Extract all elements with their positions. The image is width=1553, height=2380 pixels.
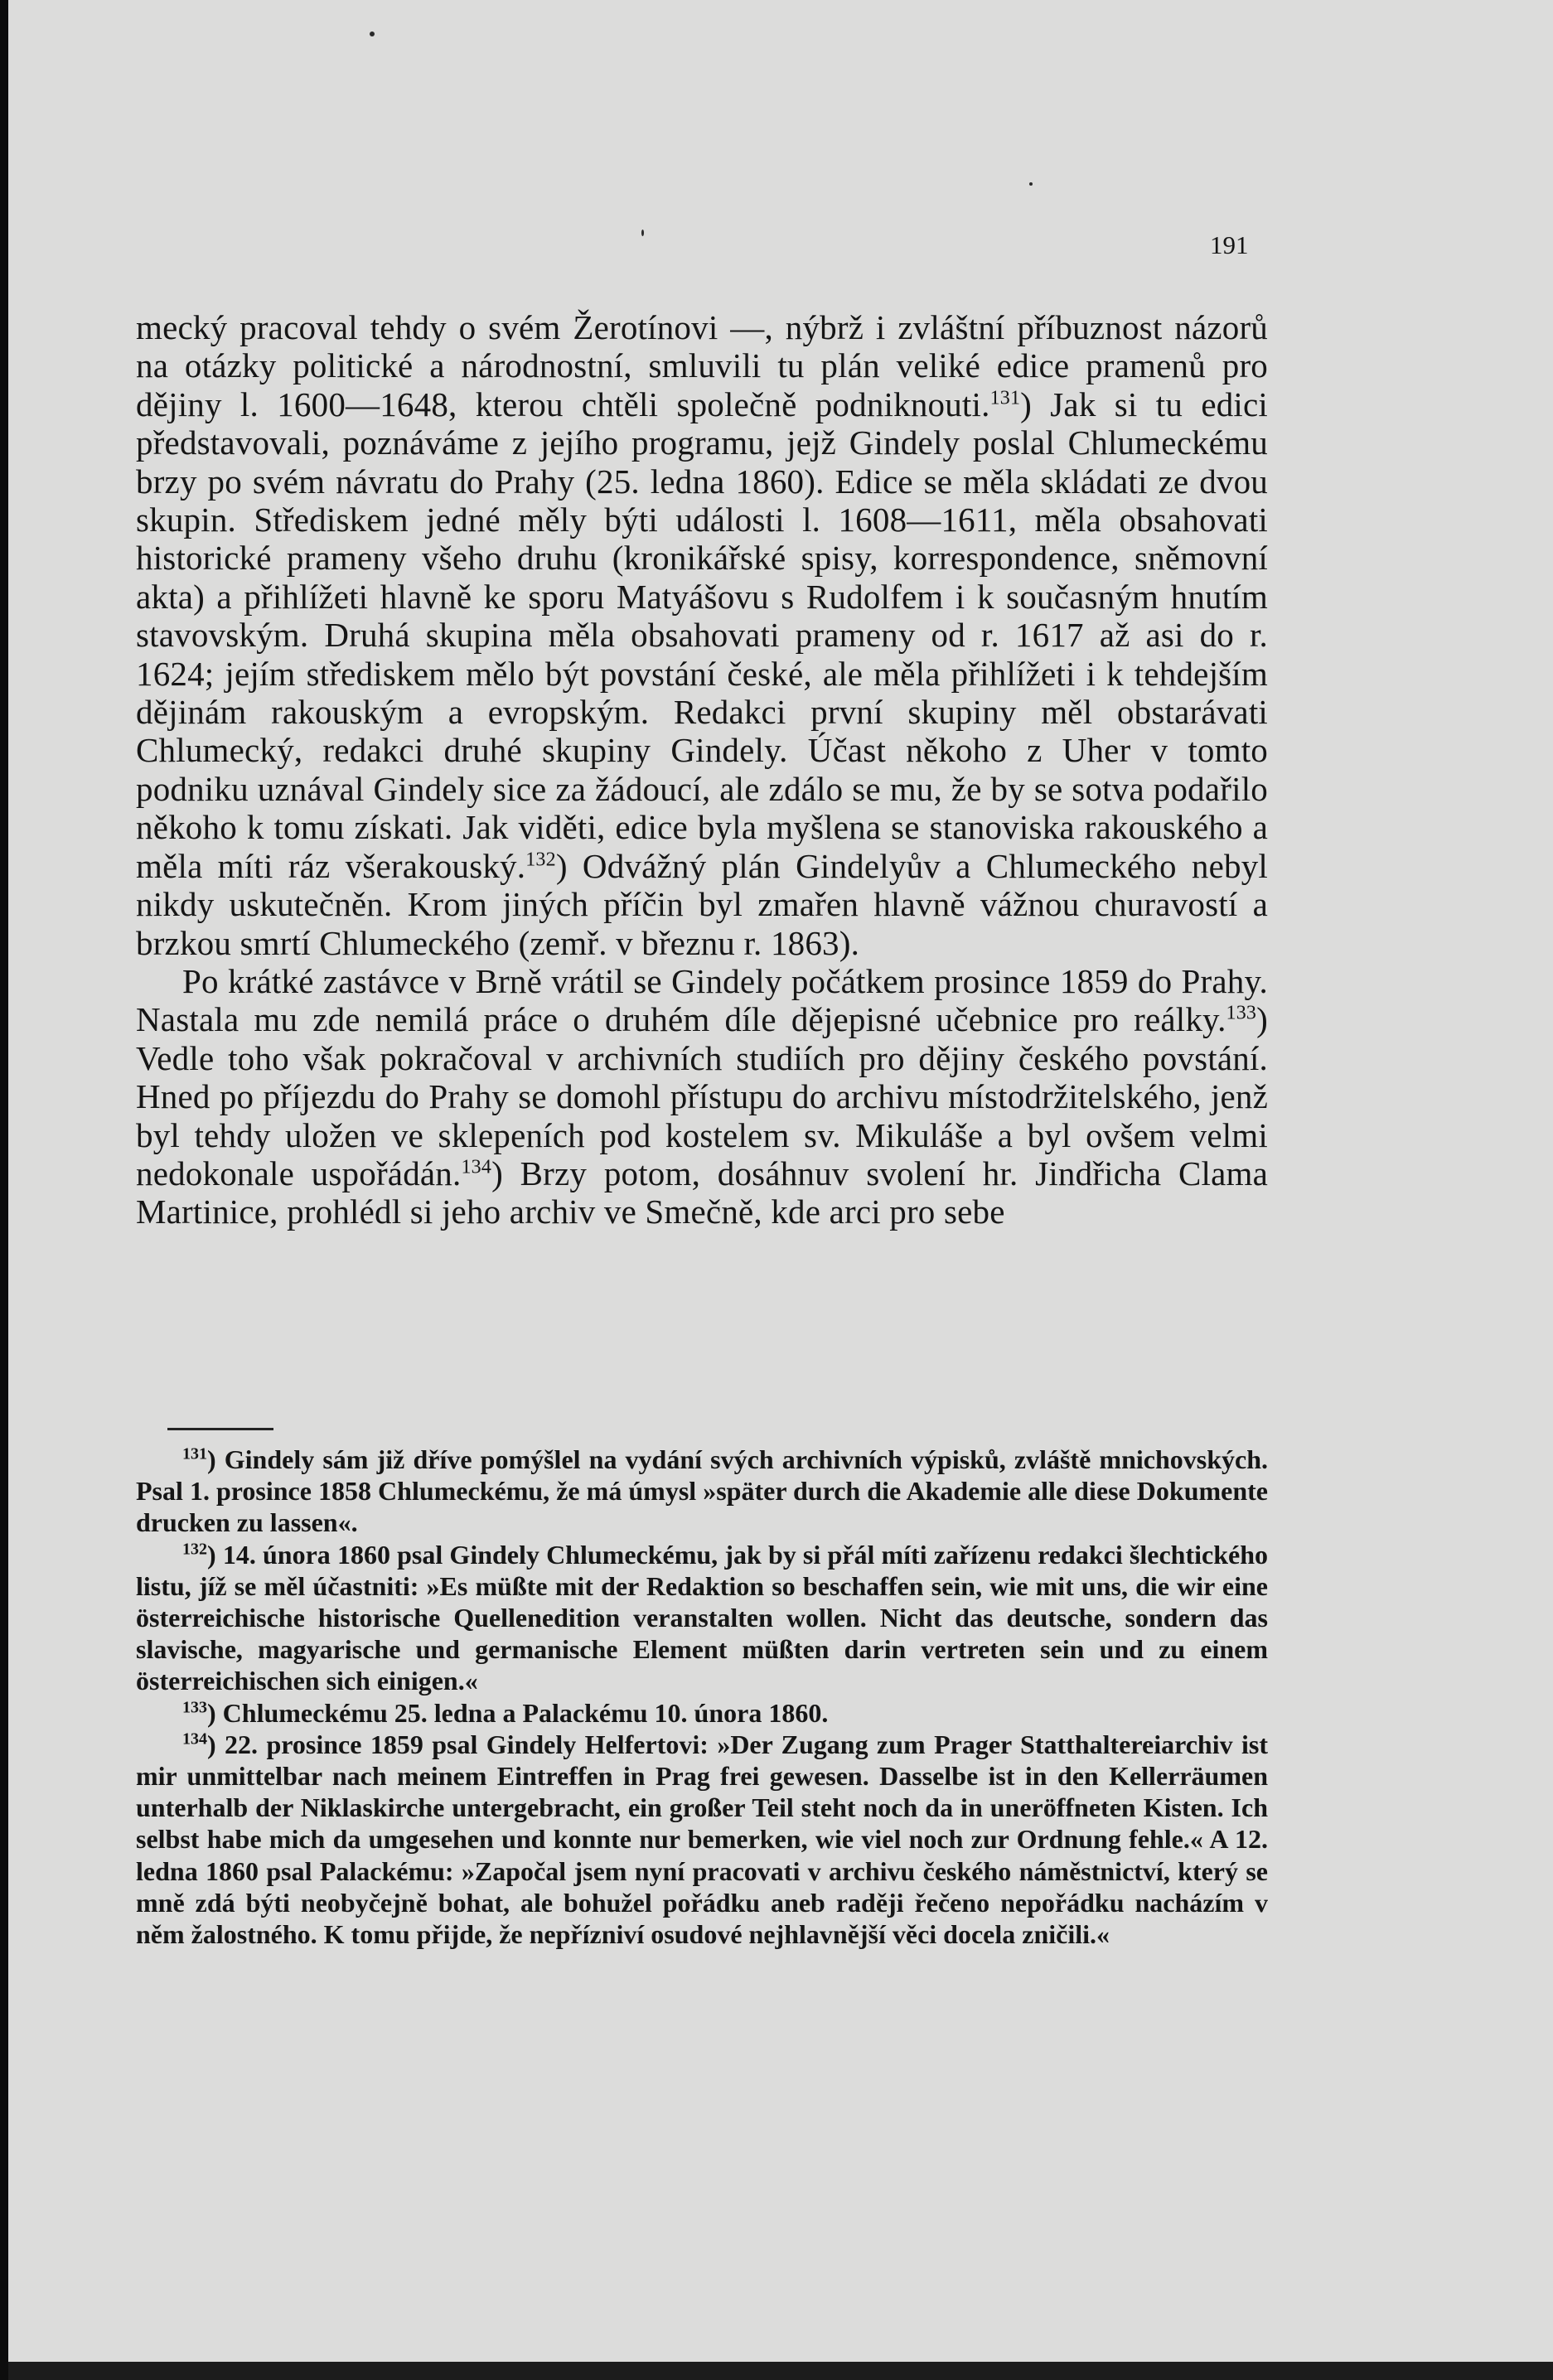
- text-run: Po krátké zastávce v Brně vrátil se Gindely počátkem prosince 1859 do Prahy. Nastala mu zde nemilá práce o druhém díle dějepisné učebnice pro reálky.: [136, 961, 1268, 1039]
- footnote: [136, 1539, 1268, 1697]
- footnote-ref: 134: [461, 1156, 492, 1178]
- main-text: [136, 308, 1268, 1231]
- paragraph: [136, 308, 1268, 962]
- footnote-text: ) 14. února 1860 psal Gindely Chlumeckému, jak by si přál míti zařízenu redakci šlechtického listu, jíž se měl účastniti: »Es müßte mit der Redaktion so beschaffen sein, wie mit uns, die wir eine österreichische historische Quellenedition veranstalten wollen. Nicht das deutsche, sondern das slavische, magyarische und germanische Element müßten darin vertreten sein und zu einem österreichischen sich einigen.«: [136, 1539, 1268, 1696]
- paragraph: [136, 962, 1268, 1231]
- text-run: ) Vedle toho však pokračoval v archivních studiích pro dějiny českého povstání. Hned po příjezdu do Prahy se domohl přístupu do archivu místodržitelského, jenž byl tehdy uložen ve sklepeních pod kostelem sv. Mikuláše a byl ovšem velmi nedokonale uspořádán.: [136, 1000, 1268, 1192]
- footnote-ref: 131: [989, 387, 1021, 409]
- footnote-mark: 133: [182, 1697, 207, 1716]
- footnotes: [136, 1444, 1268, 1950]
- page-number: 191: [1210, 230, 1249, 259]
- footnote: [136, 1444, 1268, 1539]
- footnote-text: ) Chlumeckému 25. ledna a Palackému 10. února 1860.: [207, 1697, 829, 1728]
- footnote-ref: 133: [1226, 1002, 1257, 1024]
- text-run: ) Odvážný plán Gindelyův a Chlumeckého nebyl nikdy uskutečněn. Krom jiných příčin byl zmařen hlavně vážnou churavostí a brzkou smrtí Chlumeckého (zemř. v březnu r. 1863).: [136, 846, 1268, 962]
- footnote-mark: 131: [182, 1444, 207, 1463]
- footnote-text: ) 22. prosince 1859 psal Gindely Helfertovi: »Der Zugang zum Prager Statthaltereiarchiv ist mir unmittelbar nach meinem Eintreffen in Prag frei gewesen. Dasselbe ist in den Kellerräumen unterhalb der Niklaskirche untergebracht, ein großer Teil steht noch da in uneröffneten Kisten. Ich selbst habe mich da umgesehen und konnte nur bemerken, wie viel noch zur Ordnung fehle.« A 12. ledna 1860 psal Palackému: »Započal jsem nyní pracovati v archivu českého náměstnictví, který se mně zdá býti neobyčejně bohat, ale bohužel pořádku aneb raději řečeno nepořádku nacházím v něm žalostného. K tomu přijde, že nepřízniví osudové nejhlavnější věci docela zničili.«: [136, 1729, 1268, 1950]
- footnote-mark: 132: [182, 1539, 207, 1558]
- text-run: ) Brzy potom, dosáhnuv svolení hr. Jindřicha Clama Martinice, prohlédl si jeho archiv ve Smečně, kde arci pro sebe: [136, 1154, 1268, 1231]
- text-run: ) Jak si tu edici představovali, poznáváme z jejího programu, jejž Gindely poslal Chlumeckému brzy po svém návratu do Prahy (25. ledna 1860). Edice se měla skládati ze dvou skupin. Střediskem jedné měly býti události l. 1608—1611, měla obsahovati historické prameny všeho druhu (kronikářské spisy, korrespondence, sněmovní akta) a přihlížeti hlavně ke sporu Matyášovu s Rudolfem i k současným hnutím stavovským. Druhá skupina měla obsahovati prameny od r. 1617 až asi do r. 1624; jejím střediskem mělo být povstání české, ale měla přihlížeti i k tehdejším dějinám rakouským a evropským. Redakci první skupiny měl obstarávati Chlumecký, redakci druhé skupiny Gindely. Účast někoho z Uher v tomto podniku uznával Gindely sice za žádoucí, ale zdálo se mu, že by se sotva podařilo někoho k tomu získati. Jak viděti, edice byla myšlena se stanoviska rakouského a měla míti ráz všerakouský.: [136, 385, 1269, 885]
- scan-speck: [1029, 182, 1033, 186]
- book-page: [8, 0, 1553, 2362]
- footnote: [136, 1697, 1268, 1729]
- footnote: [136, 1729, 1268, 1950]
- scan-edge: [0, 0, 8, 2380]
- footnote-text: ) Gindely sám již dříve pomýšlel na vydání svých archivních výpisků, zvláště mnichovských. Psal 1. prosince 1858 Chlumeckému, že má úmysl »später durch die Akademie alle diese Dokumente drucken zu lassen«.: [136, 1444, 1268, 1538]
- scan-speck: [370, 31, 375, 36]
- footnote-mark: 134: [182, 1729, 207, 1749]
- text-run: mecký pracoval tehdy o svém Žerotínovi —, nýbrž i zvláštní příbuznost názorů na otázky politické a národnostní, smluvili tu plán veliké edice pramenů pro dějiny l. 1600—1648, kterou chtěli společně podniknouti.: [136, 308, 1268, 423]
- scan-speck: [641, 230, 644, 236]
- footnote-separator: [167, 1428, 273, 1430]
- footnote-ref: 132: [525, 849, 556, 871]
